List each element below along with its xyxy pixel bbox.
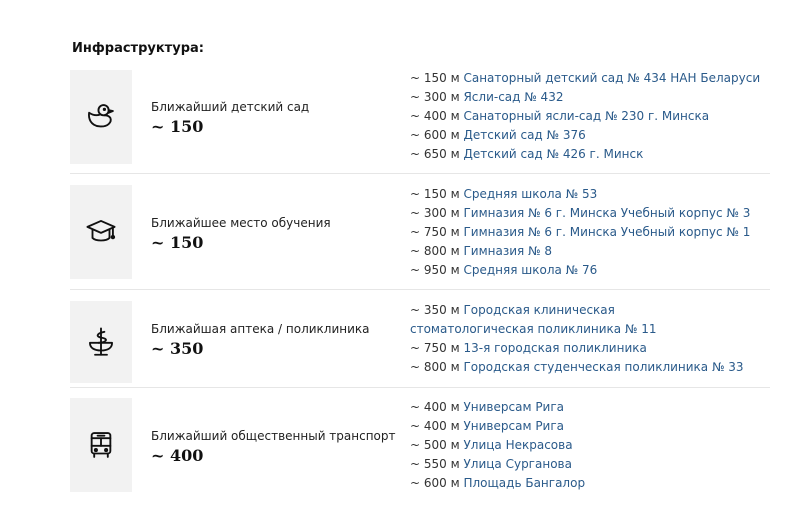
list-item (410, 358, 744, 377)
item-distance: ~ 400 м (410, 400, 460, 414)
section-title: Инфраструктура: (72, 41, 204, 56)
place-list (410, 398, 770, 493)
section-distance: ~ 150 (151, 233, 204, 252)
list-item (410, 223, 770, 242)
list-item (410, 261, 770, 280)
place-link[interactable]: Городская студенческая поликлиника № 33 (463, 360, 744, 374)
place-link[interactable]: Санаторный детский сад № 434 НАН Беларуси (463, 71, 761, 85)
section-label: Ближайший детский сад (151, 100, 310, 114)
place-link[interactable]: Универсам Рига (463, 400, 565, 414)
item-distance: ~ 600 м (410, 128, 460, 142)
graduation-cap-icon (84, 215, 118, 249)
item-distance: ~ 150 м (410, 71, 460, 85)
list-item (410, 417, 770, 436)
item-distance: ~ 150 м (410, 187, 460, 201)
item-distance: ~ 800 м (410, 360, 460, 374)
list-item (410, 126, 770, 145)
place-link[interactable]: Средняя школа № 53 (463, 187, 598, 201)
section-distance: ~ 400 (151, 446, 204, 465)
list-item (410, 88, 770, 107)
item-distance: ~ 350 м (410, 303, 460, 317)
infra-section-pharmacy (70, 300, 770, 388)
divider (70, 173, 770, 174)
item-distance: ~ 750 м (410, 341, 460, 355)
infra-section-kindergarten (70, 68, 770, 174)
section-label: Ближайшая аптека / поликлиника (151, 322, 370, 336)
list-item (410, 69, 770, 88)
item-distance: ~ 300 м (410, 90, 460, 104)
icon-box (70, 70, 132, 164)
infra-section-transport (70, 397, 770, 495)
place-list (410, 185, 770, 280)
section-label: Ближайший общественный транспорт (151, 429, 396, 443)
list-item (410, 145, 770, 164)
list-item (410, 455, 770, 474)
pharmacy-bowl-icon (84, 325, 118, 359)
place-link[interactable]: Ясли-сад № 432 (463, 90, 564, 104)
item-distance: ~ 800 м (410, 244, 460, 258)
list-item (410, 204, 770, 223)
list-item (410, 339, 740, 358)
divider (70, 387, 770, 388)
list-item (410, 398, 770, 417)
icon-box (70, 301, 132, 383)
place-link[interactable]: Городская клиническая стоматологическая поликлиника № 11 (410, 303, 657, 336)
place-link[interactable]: Улица Некрасова (463, 438, 573, 452)
item-distance: ~ 600 м (410, 476, 460, 490)
item-distance: ~ 400 м (410, 109, 460, 123)
list-item (410, 474, 770, 493)
list-item (410, 185, 770, 204)
place-link[interactable]: Санаторный ясли-сад № 230 г. Минска (463, 109, 710, 123)
item-distance: ~ 550 м (410, 457, 460, 471)
place-link[interactable]: Средняя школа № 76 (463, 263, 598, 277)
place-link[interactable]: Гимназия № 6 г. Минска Учебный корпус № 3 (463, 206, 751, 220)
icon-box (70, 398, 132, 492)
place-link[interactable]: Гимназия № 8 (463, 244, 552, 258)
place-link[interactable]: 13-я городская поликлиника (463, 341, 647, 355)
section-distance: ~ 150 (151, 117, 204, 136)
place-link[interactable]: Детский сад № 376 (463, 128, 586, 142)
item-distance: ~ 500 м (410, 438, 460, 452)
item-distance: ~ 950 м (410, 263, 460, 277)
item-distance: ~ 300 м (410, 206, 460, 220)
place-list (410, 301, 744, 377)
list-item (410, 107, 770, 126)
section-distance: ~ 350 (151, 339, 204, 358)
place-list (410, 69, 770, 164)
section-label: Ближайшее место обучения (151, 216, 331, 230)
item-distance: ~ 650 м (410, 147, 460, 161)
infra-section-education (70, 184, 770, 290)
divider (70, 289, 770, 290)
place-link[interactable]: Площадь Бангалор (463, 476, 586, 490)
item-distance: ~ 750 м (410, 225, 460, 239)
icon-box (70, 185, 132, 279)
place-link[interactable]: Улица Сурганова (463, 457, 572, 471)
list-item (410, 242, 770, 261)
duck-icon (84, 100, 118, 134)
place-link[interactable]: Универсам Рига (463, 419, 565, 433)
item-distance: ~ 400 м (410, 419, 460, 433)
bus-icon (84, 428, 118, 462)
place-link[interactable]: Детский сад № 426 г. Минск (463, 147, 644, 161)
place-link[interactable]: Гимназия № 6 г. Минска Учебный корпус № 1 (463, 225, 751, 239)
list-item (410, 301, 740, 339)
list-item (410, 436, 770, 455)
